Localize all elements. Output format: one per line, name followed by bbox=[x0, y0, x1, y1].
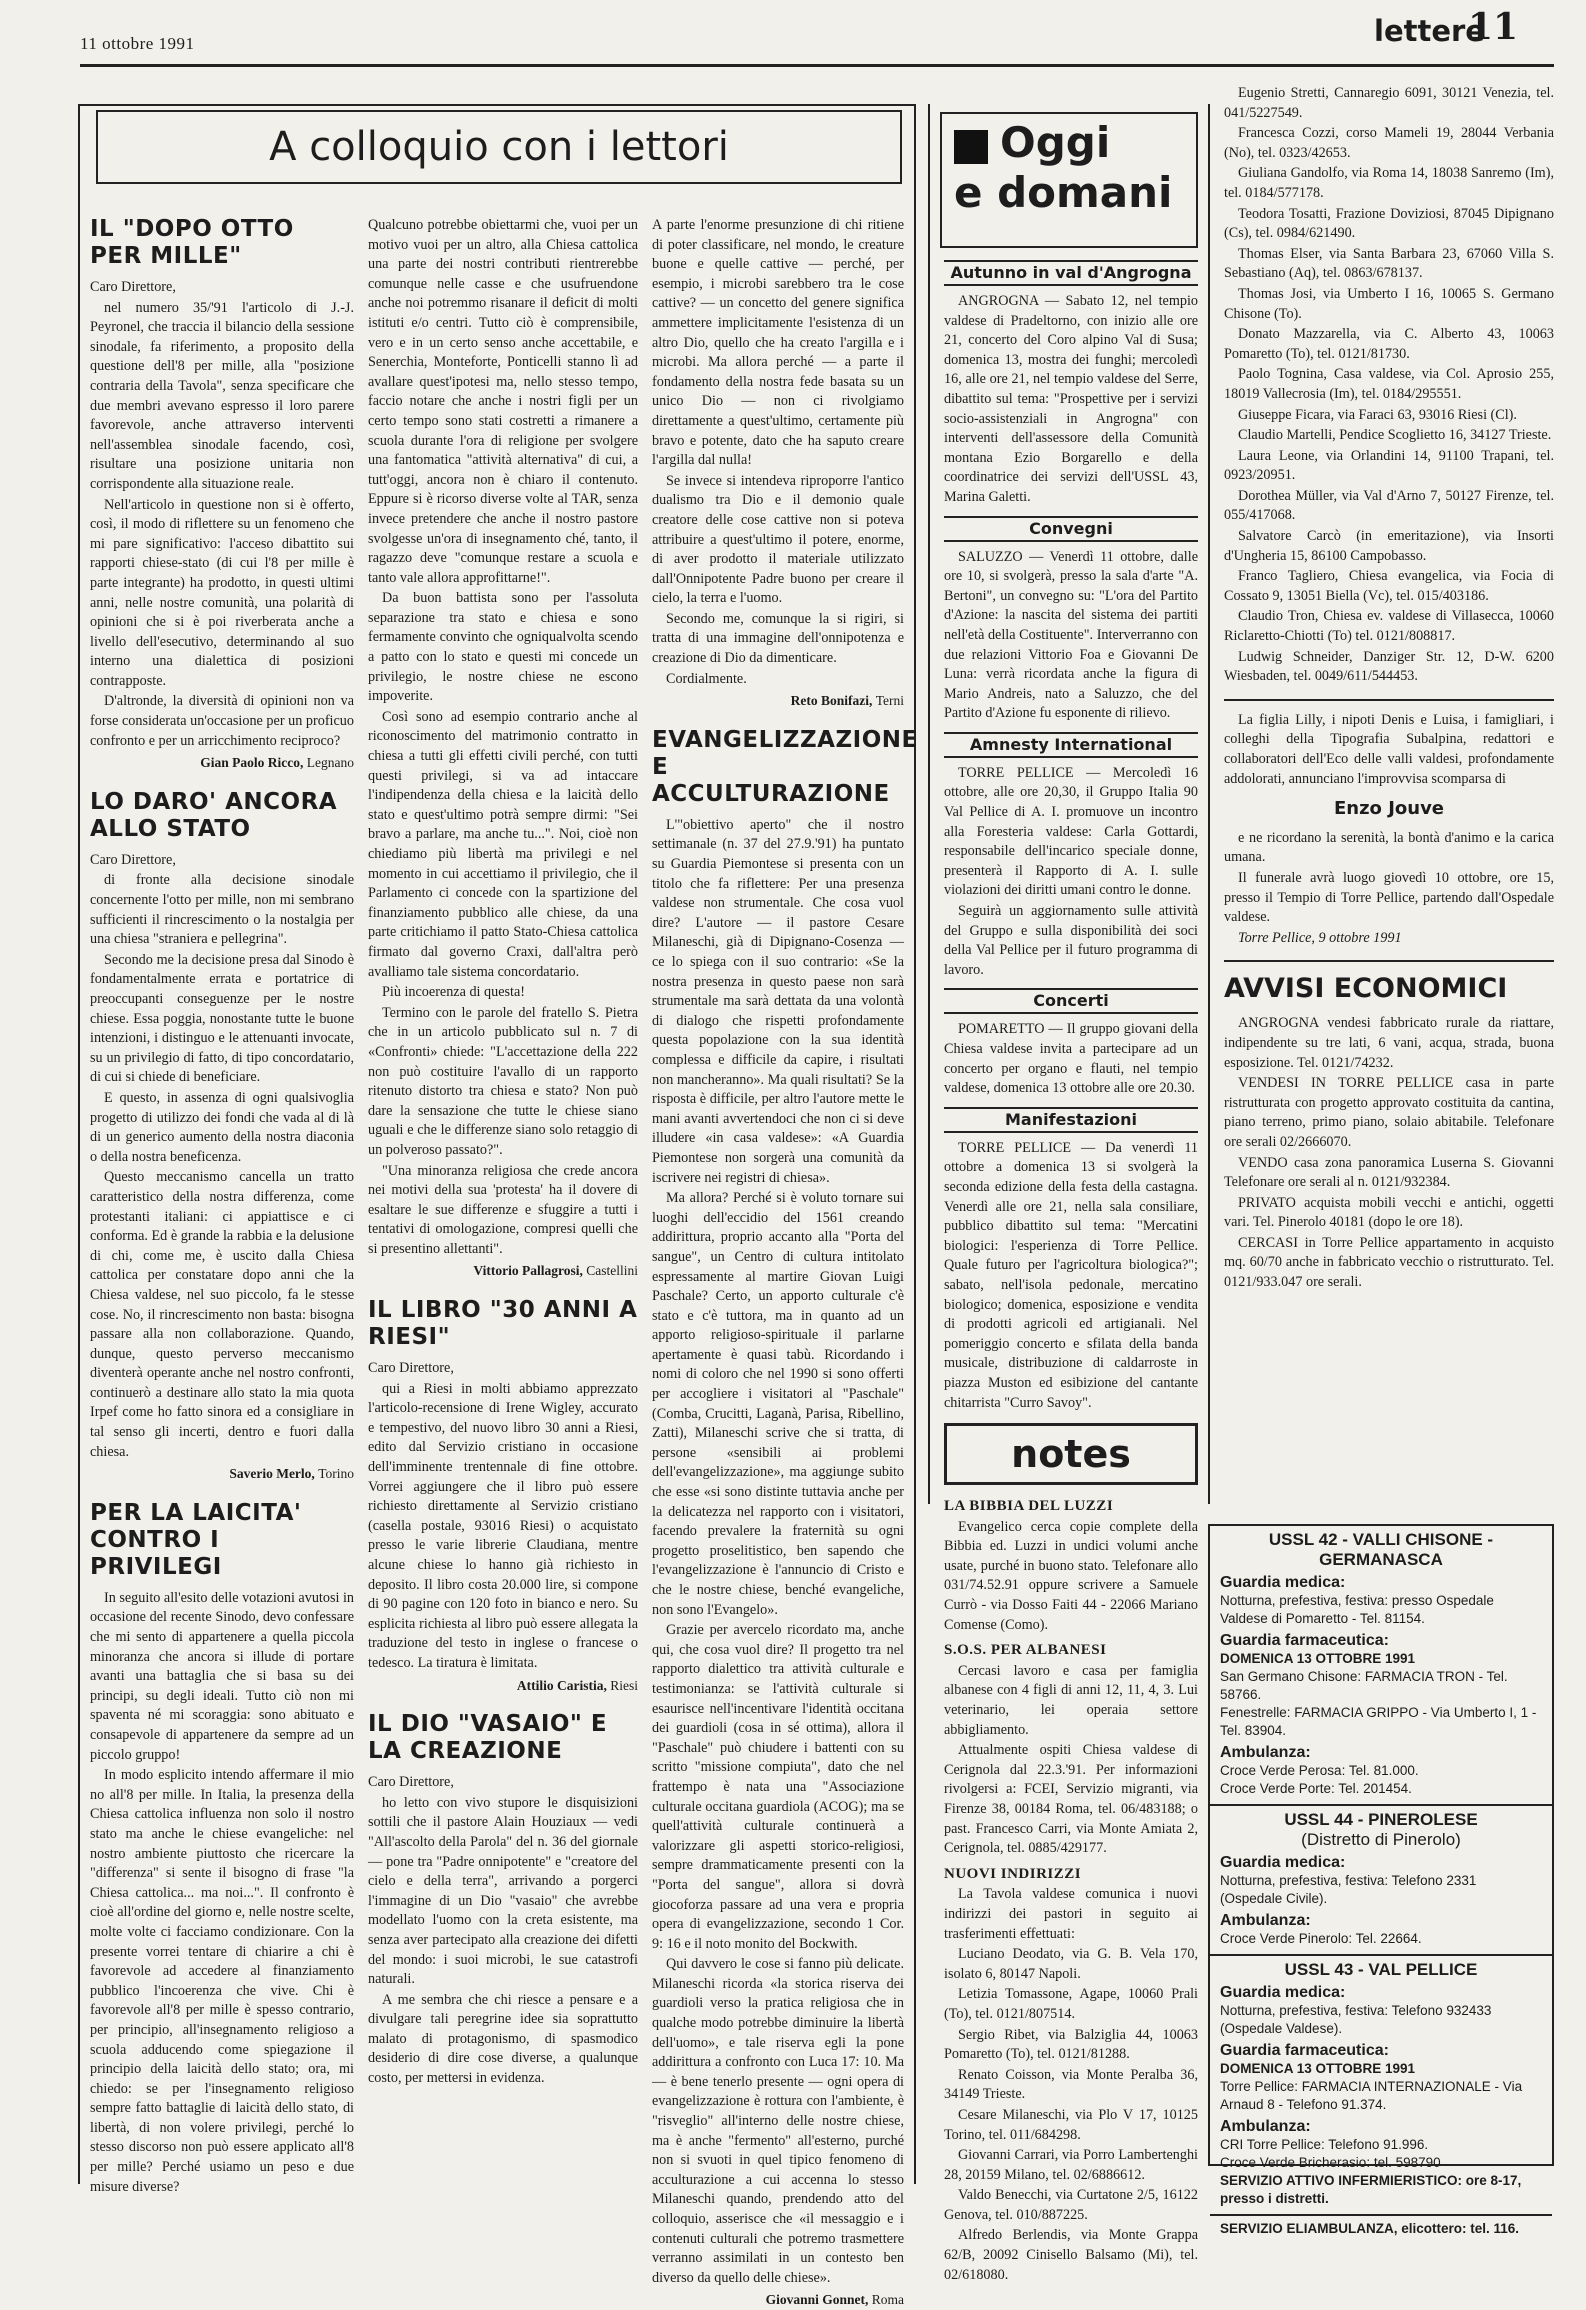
classified-ad: VENDESI IN TORRE PELLICE casa in parte ristrutturata con progetto approvato costituita da cantina, piano terreno, primo piano, solaio abitabile. Telefonare ore serali 02/2666070. bbox=[1224, 1075, 1554, 1150]
notes-title: notes bbox=[1011, 1432, 1131, 1477]
article-paragraph: Ma allora? Perché si è voluto tornare sui luoghi dell'eccidio del 1561 creando addirittura, proprio accanto alla "Porta del sangue", un Centro di cultura intitolato espressamente al martire Giovan Luigi Paschale? Certo, un apporto culturale c'è stato e c'è tuttora, ma in quanto ad un apporto religioso-spirituale il parlarne apertamente è quasi tabù. Ricordando i nomi di coloro che nel 1990 si sono offerti per accogliere i visitatori al "Paschale" (Comba, Crucitti, Laganà, Parisa, Ribellino, Zatti), Milaneschi scrive che si tratta, di persone «sensibili ai problemi dell'evangelizzazione», ma aggiunge subito che esse «si sono distinte tuttavia anche per la delicatezza nel rapporto con i visitatori, facendo prevalere la fraternità su ogni progetto proselitistico, ben sapendo che l'evangelizzazione è l'annuncio di Cristo e che le nostre chiese, benché evangeliche, non sono l'Evangelo». bbox=[652, 1190, 904, 1618]
events-section-header: Amnesty International bbox=[944, 732, 1198, 758]
events-section-header: Concerti bbox=[944, 988, 1198, 1014]
service-text: Fenestrelle: FARMACIA GRIPPO - Via Umberto I, 1 - Tel. 83904. bbox=[1220, 1705, 1537, 1738]
letter-salutation: Caro Direttore, bbox=[90, 279, 176, 295]
article-paragraph: Qualcuno potrebbe obiettarmi che, vuoi per un motivo vuoi per un altro, alla Chiesa cattolica una parte dei nostri contributi rientrerebbe comunque nelle casse e che usufruendone anche noi potremmo risanare il deficit di molti istituti e/o centri. Tutto ciò è comprensibile, vero e in un certo senso anche accettabile, e Senerchia, Monteforte, Ponticelli stanno lì ad avallare quest'ipotesi ma, nello stesso tempo, faccio notare che anche i nostri figli per un certo tempo sono stati costretti a rimanere a scuola durante l'ora di religione per svolgere una fantomatica "attività alternativa" di cui, a tutt'oggi, ancora non è chiaro il contenuto. Eppure si è ricorso diverse volte al TAR, senza invece pretendere che anche il nostro pastore svolgesse un'ora di insegnamento ché, tanto, il ragazzo deve "comunque restare a scuola e tanto vale allora approfittarne!". bbox=[368, 217, 638, 586]
signature-name: Vittorio Pallagrosi, bbox=[473, 1263, 583, 1279]
address-item: Paolo Tognina, Casa valdese, via Col. Aprosio 255, 18019 Vallecrosia (Im), tel. 0184/295551. bbox=[1224, 366, 1554, 402]
letters-title-box bbox=[96, 110, 902, 184]
article-signature bbox=[652, 2290, 904, 2310]
article-paragraph: Grazie per avercelo ricordato ma, anche qui, che cosa vuol dire? Il progetto tra nel rapporto dialettico tra attività culturale e testimonianza: se l'attività culturale si esaurisce nell'incentivare l'identità occitana dei guardioli (cosa in sé ottima), allora il "Paschale" può chiudere i battenti con su scritto "missione compiuta", dato che nel frattempo è nata una "Associazione culturale occitana guardiola (ACOG); ma se quell'attività culturale continuerà a valorizzare gli aspetti storico-religiosi, sempre drammaticamente presenti con la "Porta del sangue", allora si dovrà giocoforza passare ad una vera e propria opera di evangelizzazione, secondo 1 Cor. 9: 16 e il noto monito del Bockwith. bbox=[652, 1622, 904, 1952]
address-item: Giuseppe Ficara, via Faraci 63, 93016 Riesi (Cl). bbox=[1238, 406, 1517, 423]
signature-name: Saverio Merlo, bbox=[229, 1466, 315, 1482]
service-text: Notturna, prefestiva, festiva: Telefono 2331 (Ospedale Civile). bbox=[1220, 1873, 1477, 1906]
notes-text: La Tavola valdese comunica i nuovi indirizzi dei pastori in seguito ai trasferimenti effettuati: bbox=[944, 1886, 1198, 1942]
event-text: TORRE PELLICE — Da venerdì 11 ottobre a domenica 13 si svolgerà la seconda edizione della festa della castagna. Venerdì alle ore 21, nella sala consiliare, pubblico dibattito sul tema: "Mercatini biologici: l'esperienza di Torre Pellice. Quale futuro per l'agricoltura biologica?"; sabato, nell'isola pedonale, mercatino biologico; domenica, esposizione e vendita di prodotti agricoli ed artigianali. Nel pomeriggio concerto e sfilata della banda musicale, distribuzione di caldarroste in piazza Muston ed esibizione del cantante chitarrista "Curro Savoy". bbox=[944, 1139, 1198, 1411]
obituary-name: Enzo Jouve bbox=[1333, 798, 1445, 820]
article-paragraph: E questo, in assenza di ogni qualsivoglia progetto di utilizzo dei fondi che vada al di là di un generico aumento della nostra diaconia o della nostra beneficenza. bbox=[90, 1089, 354, 1165]
article-paragraph: Più incoerenza di questa! bbox=[382, 984, 526, 1001]
address-item: Giovanni Carrari, via Porro Lambertenghi 28, 20159 Milano, tel. 02/6886612. bbox=[944, 2147, 1198, 2183]
address-item: Valdo Benecchi, via Curtatone 2/5, 16122 Genova, tel. 010/887225. bbox=[944, 2187, 1198, 2223]
article-paragraph: Nell'articolo in questione non si è offerto, così, il modo di riflettere su un fenomeno che mi pare significativo: l'acceso dibattito sui rapporti chiese-stato (di cui l'8 per mille è parte integrante) ha prodotto, in questi ultimi anni, nelle nostre comunità, una polarità di opinioni che si è poi riverberata anche a livello dell'esecutivo, determinando al suo interno una dialettica di posizioni contrapposte. bbox=[90, 496, 354, 689]
article-headline: LO DARO' ANCORA ALLO STATO bbox=[90, 788, 338, 842]
issue-date: 11 ottobre 1991 bbox=[80, 34, 195, 53]
address-item: Claudio Martelli, Pendice Scoglietto 16, 34127 Trieste. bbox=[1238, 427, 1552, 444]
letters-column-1 bbox=[90, 196, 354, 2195]
box-divider bbox=[1210, 1804, 1552, 1806]
address-item: Dorothea Müller, via Val d'Arno 7, 50127 Firenze, tel. 055/417068. bbox=[1224, 487, 1554, 524]
event-text: Seguirà un aggiornamento sulle attività del Gruppo e sulla disponibilità dei soci della Val Pellice per il futuro programma di lavoro. bbox=[944, 903, 1198, 978]
service-text: SERVIZIO ATTIVO INFERMIERISTICO: ore 8-17, presso i distretti. bbox=[1220, 2173, 1522, 2206]
address-item: Francesca Cozzi, corso Mameli 19, 28044 Verbania (No), tel. 0323/42653. bbox=[1224, 125, 1554, 161]
article-paragraph: "Una minoranza religiosa che crede ancora nei motivi della sua 'protesta' ha il dovere di esaltare le sue differenze e sfuggire a tutti i tentativi di omologazione, compresi quelli che si presentino allettanti". bbox=[368, 1162, 638, 1257]
header-rule bbox=[80, 64, 1554, 67]
article-paragraph: In modo esplicito intendo affermare il mio no all'8 per mille. In Italia, la presenza della Chiesa cattolica influenza non solo il nostro stato ma anche le chiese evangeliche: nel nostro ambiente piuttosto che ricercare la "differenza" si sente il bisogno di frase "la Chiesa cattolica... ma noi...". Il confronto è cioè all'ordine del giorno e, nelle nostre scelte, molte volte ci facciamo condizionare. Con la presente vorrei tentare di chiarire a chi è favorevole ad accedere al finanziamento pubblico l'incoerenza che vive. Chi è favorevole all'8 per mille è spesso contrario, per principio, all'insegnamento religioso a scuola adducendo come spiegazione il principio della laicità dello stato; ora, mi chiedo: se per l'insegnamento religioso sempre fatto battaglie di laicità dello stato, di libertà, di non volere privilegi, perché lo stesso discorso non può essere applicato all'8 per mille? Perché usiamo un peso e due misure diverse? bbox=[90, 1767, 354, 2195]
notes-text: Attualmente ospiti Chiesa valdese di Cerignola dal 22.3.'91. Per informazioni rivolgersi a: FCEI, Servizio migranti, via Firenze 38, 00184 Roma, tel. 06/483188; o past. Francesco Carri, via Monte Amiata 2, Cerignola, tel. 0885/429177. bbox=[944, 1742, 1198, 1857]
notes-text: Evangelico cerca copie complete della Bibbia ed. Luzzi in undici volumi anche usate, purché in buono stato. Telefonare allo 031/74.52.91 oppure scrivere a Samuele Currò - via Dosso Faiti 44 - 22066 Mariano Comense (Como). bbox=[944, 1518, 1198, 1633]
signature-name: Attilio Caristia, bbox=[516, 1677, 607, 1693]
section-divider bbox=[1224, 699, 1554, 701]
guardia-farmaceutica-label: Guardia farmaceutica: bbox=[1220, 2042, 1389, 2059]
article-paragraph: D'altronde, la diversità di opinioni non va forse considerata un'occasione per un proficuo confronto e per un arricchimento reciproco? bbox=[90, 693, 354, 749]
service-date: DOMENICA 13 OTTOBRE 1991 bbox=[1220, 1651, 1416, 1666]
oggi-title: Oggi bbox=[1000, 118, 1111, 167]
event-text: TORRE PELLICE — Mercoledì 16 ottobre, alle ore 20,30, il Gruppo Italia 90 Val Pellice di A. I. promuove un incontro alla Foresteria valdese: Carla Gottardi, responsabile dell'incarico speciale donne, presenterà il Rapporto di A. I. sulle violazioni dei diritti umani contro le donne. bbox=[944, 764, 1198, 899]
right-column bbox=[1224, 84, 1554, 1514]
signature-place: Riesi bbox=[610, 1677, 638, 1693]
service-date: DOMENICA 13 OTTOBRE 1991 bbox=[1220, 2061, 1416, 2076]
signature-place: Legnano bbox=[306, 755, 354, 771]
address-item: Ludwig Schneider, Danziger Str. 12, D-W. 6200 Wiesbaden, tel. 0049/611/544453. bbox=[1224, 648, 1554, 685]
signature-place: Castellini bbox=[586, 1263, 638, 1279]
article-headline: PER LA LAICITA' CONTRO I PRIVILEGI bbox=[90, 1499, 302, 1580]
letters-column-2 bbox=[368, 216, 638, 2186]
address-item: Alfredo Berlendis, via Monte Grappa 62/B, 20092 Cinisello Balsamo (Mi), tel. 02/618080. bbox=[944, 2227, 1198, 2283]
events-section-header: Convegni bbox=[944, 516, 1198, 542]
address-item: Luciano Deodato, via G. B. Vela 170, isolato 6, 80147 Napoli. bbox=[944, 1946, 1198, 1982]
obituary-date: Torre Pellice, 9 ottobre 1991 bbox=[1238, 929, 1402, 946]
box-divider bbox=[1210, 2214, 1552, 2216]
domani-title: e domani bbox=[954, 168, 1173, 217]
classified-ad: PRIVATO acquista mobili vecchi e antichi, oggetti vari. Tel. Pinerolo 40181 (dopo le ore 18). bbox=[1224, 1194, 1554, 1231]
address-item: Claudio Tron, Chiesa ev. valdese di Villasecca, 10060 Riclaretto-Chiotti (To) tel. 0121/808817. bbox=[1224, 608, 1554, 645]
service-text: Croce Verde Perosa: Tel. 81.000. bbox=[1220, 1763, 1419, 1778]
article-paragraph: nel numero 35/'91 l'articolo di J.-J. Peyronel, che traccia il bilancio della sessione sinodale, fa riferimento, a proposito della questione dell'8 per mille, alla "posizione contraria della Tavola", senza specificare che due membri avevano espresso il loro parere favorevole, anche attraverso interventi nell'assemblea sinodale facendo, così, risultare una posizione unitaria non corrispondente alla situazione reale. bbox=[90, 299, 354, 492]
signature-name: Giovanni Gonnet, bbox=[765, 2292, 869, 2308]
article-paragraph: A parte l'enorme presunzione di chi ritiene di poter classificare, nel mondo, le creature buone e quelle cattive — perché, per esempio, i microbi sarebbero tra le cose cattive? — un concetto del genere significa ammettere implicitamente l'esistenza di un altro Dio, quello che ha creato l'argilla e i microbi. Ma allora perché — a parte il fondamento della nostra fede basata su un unico Dio — non ci rivolgiamo direttamente a quest'ultimo, certamente più bravo e potente, dato che ha saputo creare l'argilla dal nulla! bbox=[652, 217, 904, 469]
article-paragraph: Da buon battista sono per l'assoluta separazione tra stato e chiesa e sono fermamente convinto che ogniqualvolta scendo a patto con lo stato e questi mi concede un privilegio, le nostre chiese ne escono impoverite. bbox=[368, 590, 638, 705]
signature-place: Terni bbox=[875, 693, 904, 709]
obituary-text: La figlia Lilly, i nipoti Denis e Luisa, i famigliari, i colleghi della Tipografia Subalpina, redattori e collaboratori dell'Eco delle valli valdesi, profondamente addolorati, annunciano l'improvvisa scomparsa di bbox=[1224, 711, 1554, 787]
address-item: Thomas Elser, via Santa Barbara 23, 67060 Villa S. Sebastiano (Aq), tel. 0863/678137. bbox=[1224, 245, 1554, 282]
article-paragraph: Termino con le parole del fratello S. Pietra che in un articolo pubblicato sul n. 7 di «Confronti» chiede: "L'accettazione della 222 non può costituire l'avallo di un rapporto ritenuto distorto tra chiesa e stato? Non può dare la sensazione che tutte le chiese siano uguali e che le differenze siano solo retaggio di un polveroso passato?". bbox=[368, 1004, 638, 1158]
event-text: POMARETTO — Il gruppo giovani della Chiesa valdese invita a partecipare ad un concerto per organo e flauti, nel tempio valdese, domenica 13 ottobre alle ore 20.30. bbox=[944, 1021, 1198, 1097]
service-text: Torre Pellice: FARMACIA INTERNAZIONALE - Via Arnaud 8 - Telefono 91.374. bbox=[1220, 2079, 1523, 2112]
letters-column-3 bbox=[652, 216, 918, 2308]
address-item: Eugenio Stretti, Cannaregio 6091, 30121 Venezia, tel. 041/5227549. bbox=[1224, 85, 1554, 121]
notes-subheading: S.O.S. PER ALBANESI bbox=[944, 1642, 1107, 1659]
address-item: Sergio Ribet, via Balziglia 44, 10063 Pomaretto (To), tel. 0121/81288. bbox=[944, 2026, 1198, 2063]
square-bullet-icon bbox=[954, 130, 988, 164]
article-headline: IL DIO "VASAIO" E LA CREAZIONE bbox=[368, 1711, 608, 1765]
service-text: Notturna, prefestiva, festiva: Telefono 932433 (Ospedale Valdese). bbox=[1220, 2003, 1492, 2036]
page-number: 11 bbox=[1468, 6, 1519, 48]
address-item: Letizia Tomassone, Agape, 10060 Prali (To), tel. 0121/807514. bbox=[944, 1986, 1198, 2022]
address-item: Donato Mazzarella, via C. Alberto 43, 10063 Pomaretto (To), tel. 0121/81730. bbox=[1224, 326, 1554, 362]
address-list bbox=[944, 1945, 1198, 2285]
event-text: SALUZZO — Venerdì 11 ottobre, dalle ore 10, si svolgerà, presso la sala d'arte "A. Bertoni", un convegno su: "L'ora del Partito d'Azione: la nascita del sistema dei partiti nell'età della Costituente". Interverranno con due relazioni Vittorio Foa e Giovanni De Luna: verrà ricordata anche la figura di Mario Andreis, nato a Saluzzo, che del Partito d'Azione fu esponente di rilievo. bbox=[944, 548, 1198, 722]
letters-title: A colloquio con i lettori bbox=[269, 124, 729, 170]
ambulanza-label: Ambulanza: bbox=[1220, 1744, 1311, 1761]
classified-ad: VENDO casa zona panoramica Luserna S. Giovanni Telefonare ore serali al n. 0121/932384. bbox=[1224, 1154, 1554, 1191]
ussl-44-subtitle: (Distretto di Pinerolo) bbox=[1301, 1830, 1461, 1849]
guardia-medica-label: Guardia medica: bbox=[1220, 1854, 1346, 1871]
classifieds-title: AVVISI ECONOMICI bbox=[1224, 973, 1508, 1005]
events-column bbox=[944, 252, 1198, 2283]
article-paragraph: Questo meccanismo cancella un tratto caratteristico della nostra differenza, come protestanti italiani: ci appiattisce e ci conforma. Ed è grande la rabbia e la delusione di chi, come me, è uscito dalla Chiesa cattolica per constatare dopo anni che la Chiesa valdese, nel suo piccolo, fa le stesse cose. No, il rincrescimento non basta: bisogna passare alla non collaborazione. Quando, dunque, questo perverso meccanismo diventerà operante anche nel nostro confronti, continuerò a destinare allo stato la mia quota Irpef come ho fatto sinora ed a consigliare in tal senso gli incerti, dentro e fuori dalla chiesa. bbox=[90, 1169, 354, 1460]
article-paragraph: Se invece si intendeva riproporre l'antico dualismo tra Dio e il demonio quale creatore delle cose cattive non si poteva attribuire a quest'ultimo il potere, enorme, di aver prodotto il materiale utilizzato dall'Onnipotente Padre buono per creare il cielo, la terra e l'uomo. bbox=[652, 472, 904, 607]
classified-ad: ANGROGNA vendesi fabbricato rurale da riattare, indipendente su tre lati, 6 vani, acqua, strada, buona esposizione. Tel. 0121/74232. bbox=[1224, 1015, 1554, 1071]
ussl-42-title: USSL 42 - VALLI CHISONE - GERMANASCA bbox=[1268, 1530, 1494, 1569]
letter-salutation: Caro Direttore, bbox=[368, 1360, 454, 1377]
address-item: Cesare Milaneschi, via Plo V 17, 10125 Torino, tel. 011/684298. bbox=[944, 2106, 1198, 2143]
box-divider bbox=[1210, 1954, 1552, 1956]
article-paragraph: Secondo me la decisione presa dal Sinodo è fondamentalmente errata e portatrice di preoccupanti conseguenze per le nostre chiese. Essa poggia, nonostante tutte le buone intenzioni, i distinguo e le attenuanti invocate, su un privilegio di fatto, di tipo concordatario, di cui si chiede di beneficiare. bbox=[90, 951, 354, 1086]
article-signature bbox=[90, 1464, 354, 1484]
address-item: Salvatore Carcò (in emeritazione), via Insorti d'Ungheria 15, 86100 Campobasso. bbox=[1224, 528, 1554, 564]
article-signature bbox=[652, 691, 904, 711]
article-paragraph: A me sembra che chi riesce a pensare e a divulgare tali peregrine idee sia soprattutto malato di protagonismo, di spasmodico desiderio di dire cose diverse, a qualunque costo, per mettersi in evidenza. bbox=[368, 1991, 638, 2087]
article-paragraph: In seguito all'esito delle votazioni avutosi in occasione del recente Sinodo, devo confessare che mi sento di appartenere a quella piccola minoranza che ancora si illude di portare avanti una battaglia che si basa su dei principi, su degli ideali. Tutto ciò non mi spaventa né mi scoraggia: sono abituato e consapevole di appartenere da sempre ad un piccolo gruppo! bbox=[90, 1589, 354, 1763]
event-text: ANGROGNA — Sabato 12, nel tempio valdese di Pradeltorno, con inizio alle ore 21, concerto del Coro alpino Val di Susa; domenica 13, mostra dei funghi; mercoledì 16, alle ore 21, nel tempio valdese del Serre, dibattito sul tema: "Prospettive per i servizi socio-assistenziali in Angrogna" con interventi dell'assessore della Comunità montana Ezio Borgarello e della coordinatrice dei servizi dell'USSL 43, Marina Galetti. bbox=[944, 293, 1198, 505]
guardia-medica-label: Guardia medica: bbox=[1220, 1574, 1346, 1591]
service-text: SERVIZIO ELIAMBULANZA, elicottero: tel. 116. bbox=[1220, 2221, 1520, 2236]
events-section-header: Manifestazioni bbox=[944, 1107, 1198, 1133]
address-item: Franco Tagliero, Chiesa evangelica, via Focia di Cossato 9, 13051 Biella (Vc), tel. 015/403186. bbox=[1224, 568, 1554, 604]
section-divider bbox=[1224, 960, 1554, 962]
address-item: Giuliana Gandolfo, via Roma 14, 18038 Sanremo (Im), tel. 0184/577178. bbox=[1224, 165, 1554, 201]
article-paragraph: Cordialmente. bbox=[666, 670, 747, 687]
article-signature bbox=[368, 1676, 638, 1696]
obituary-text: e ne ricordano la serenità, la bontà d'animo e la carica umana. bbox=[1224, 829, 1554, 866]
service-text: CRI Torre Pellice: Telefono 91.996. bbox=[1220, 2137, 1429, 2152]
signature-place: Torino bbox=[318, 1466, 354, 1482]
service-text: Croce Verde Pinerolo: Tel. 22664. bbox=[1220, 1931, 1422, 1946]
article-paragraph: qui a Riesi in molti abbiamo apprezzato l'articolo-recensione di Irene Wigley, accurato e tempestivo, del nuovo libro 30 anni a Riesi, edito dal Servizio cristiano in occasione dell'imminente trentennale di fine ottobre. Vorrei aggiungere che il libro può essere richiesto direttamente al Servizio cristiano (casella postale, 93016 Riesi) o acquistato presso le varie librerie Claudiana, mentre alcune chiese lo hanno già richiesto in deposito. Il libro costa 20.000 lire, si compone di 90 pagine con 120 foto in bianco e nero. Su esplicita richiesta al libro può essere allegata la traduzione del testo in inglese o francese o tedesco. La tiratura è limitata. bbox=[368, 1380, 638, 1671]
guardia-farmaceutica-label: Guardia farmaceutica: bbox=[1220, 1632, 1389, 1649]
service-text: San Germano Chisone: FARMACIA TRON - Tel. 58766. bbox=[1220, 1669, 1508, 1702]
article-paragraph: di fronte alla decisione sinodale concernente l'otto per mille, non mi sembrano sufficienti il rincrescimento o la nostalgia per una chiesa "straniera e pellegrina". bbox=[90, 872, 354, 948]
section-name: lettere bbox=[1374, 14, 1485, 48]
ussl-43-title: USSL 43 - VAL PELLICE bbox=[1284, 1960, 1478, 1979]
obituary-text: Il funerale avrà luogo giovedì 10 ottobre, ore 15, presso il Tempio di Torre Pellice, partendo dall'Ospedale valdese. bbox=[1224, 869, 1554, 926]
article-paragraph: L'"obiettivo aperto" che il nostro settimanale (n. 37 del 27.9.'91) ha puntato su Guardia Piemontese si presenta con un titolo che fa riflettere: Per una presenza valdese non strumentale. Che cosa vuol dire? L'autore — il pastore Cesare Milaneschi, già di Dipignano-Cosenza — ce lo spiega con il suo contrario: «Se la nostra presenza in questo paese non sarà strumentale ma sarà dettata da una volontà di dialogo che rispetti profondamente questa popolazione con la sua identità complessa e difficile da capire, i risultati non mancheranno». Ma quali risultati? Se la risposta è difficile, per altro l'autore mette le mani avanti avvertendoci che non ci si deve illudere «in casa valdese»: «A Guardia Piemontese non sorgerà una comunità da iscrivere nei registri di chiesa». bbox=[652, 816, 904, 1186]
article-headline: EVANGELIZZAZIONE E ACCULTURAZIONE bbox=[652, 726, 918, 807]
notes-text: Cercasi lavoro e casa per famiglia albanese con 4 figli di anni 12, 11, 4, 3. Lui veterinario, lei operaia settore abbigliamento. bbox=[944, 1662, 1198, 1738]
events-section-header: Autunno in val d'Angrogna bbox=[944, 260, 1198, 286]
address-item: Thomas Josi, via Umberto I 16, 10065 S. Germano Chisone (To). bbox=[1224, 285, 1554, 322]
address-item: Laura Leone, via Orlandini 14, 91100 Trapani, tel. 0923/20951. bbox=[1224, 447, 1554, 484]
address-list bbox=[1224, 84, 1554, 687]
article-paragraph: Qui davvero le cose si fanno più delicate. Milaneschi ricorda «la storica riserva dei guardioli verso la pratica religiosa che in qualche modo potrebbe diminuire la libertà dell'uomo», e tale riserva egli la pone addirittura a confronto con Luca 17: 10. Ma — è bene tenerlo presente — ogni opera di evangelizzazione è rottura con l'ambiente, è "risveglio" all'interno delle nostre chiese, ma è anche "fermento" all'esterno, purché non si svuoti in quel tipico fenomeno di acculturazione a cui accenna lo stesso Milaneschi quando, prendendo atto del colloquio, asserisce che «il messaggio e i contenuti culturali che potremo trasmettere verranno assimilati in un contesto ben diverso da quello delle chiese». bbox=[652, 1956, 904, 2286]
service-text: Croce Verde Porte: Tel. 201454. bbox=[1220, 1781, 1412, 1796]
article-headline: IL "DOPO OTTO PER MILLE" bbox=[90, 216, 294, 269]
address-item: Renato Coisson, via Monte Peralba 36, 34149 Trieste. bbox=[944, 2066, 1198, 2103]
article-signature bbox=[368, 1261, 638, 1281]
signature-name: Gian Paolo Ricco, bbox=[200, 755, 304, 771]
classified-ad: CERCASI in Torre Pellice appartamento in acquisto mq. 60/70 anche in fabbricato vecchio o ristrutturato. Tel. 0121/933.047 ore serali. bbox=[1224, 1234, 1554, 1291]
address-item: Teodora Tosatti, Frazione Doviziosi, 87045 Dipignano (Cs), tel. 0984/621490. bbox=[1224, 205, 1554, 242]
letter-salutation: Caro Direttore, bbox=[368, 1774, 454, 1791]
service-text: Croce Verde Bricherasio: tel. 598790 bbox=[1220, 2155, 1441, 2170]
signature-place: Roma bbox=[871, 2292, 904, 2308]
article-paragraph: Secondo me, comunque la si rigiri, si tratta di una immagine dell'onnipotenza e creazione di Dio da dimenticare. bbox=[652, 610, 904, 667]
ambulanza-label: Ambulanza: bbox=[1220, 1912, 1311, 1929]
article-paragraph: Così sono ad esempio contrario anche al riconoscimento del matrimonio contratto in chiesa a tutti gli effetti civili perché, con tutti questi privilegi, si va ad intaccare l'indipendenza della chiesa e la laicità dello stato e quest'ultimo potrà sempre dirmi: "Sei bravo a parlare, ma anche tu...". Noi, cioè non chiediamo più libertà ma privilegi e nel momento in cui accettiamo il privilegio, che il Parlamento ci concede con la spartizione del finanziamento pubblico alle chiese, da una parte critichiamo il patto Stato-Chiesa cattolica firmato dal governo Craxi, dall'altra però avalliamo tale sistema concordatario. bbox=[368, 708, 638, 980]
article-signature bbox=[90, 753, 354, 773]
health-services-box bbox=[1208, 1524, 1554, 2236]
notes-subheading: NUOVI INDIRIZZI bbox=[944, 1865, 1082, 1882]
service-text: Notturna, prefestiva, festiva: presso Ospedale Valdese di Pomaretto - Tel. 81154. bbox=[1220, 1593, 1494, 1626]
ambulanza-label: Ambulanza: bbox=[1220, 2118, 1311, 2135]
article-headline: IL LIBRO "30 ANNI A RIESI" bbox=[368, 1297, 638, 1351]
notes-subheading: LA BIBBIA DEL LUZZI bbox=[944, 1498, 1114, 1515]
ussl-44-title: USSL 44 - PINEROLESE bbox=[1284, 1810, 1478, 1829]
letter-salutation: Caro Direttore, bbox=[90, 851, 176, 868]
oggi-domani-title-box bbox=[940, 112, 1198, 248]
article-paragraph: ho letto con vivo stupore le disquisizioni sottili che il pastore Alain Houziaux — vedi "All'ascolto della Parola" del n. 36 del giornale — pone tra "Padre onnipotente" e "creatore del cielo e della terra", arrivando a porgerci l'immagine di un Dio "vasaio" che avrebbe modellato l'uomo con la creta esistente, ma senza aver partecipato alla creazione dei difetti del mondo: i suoi microbi, le sue catastrofi naturali. bbox=[368, 1794, 638, 1988]
guardia-medica-label: Guardia medica: bbox=[1220, 1984, 1346, 2001]
signature-name: Reto Bonifazi, bbox=[790, 693, 873, 709]
notes-title-box bbox=[944, 1423, 1198, 1485]
